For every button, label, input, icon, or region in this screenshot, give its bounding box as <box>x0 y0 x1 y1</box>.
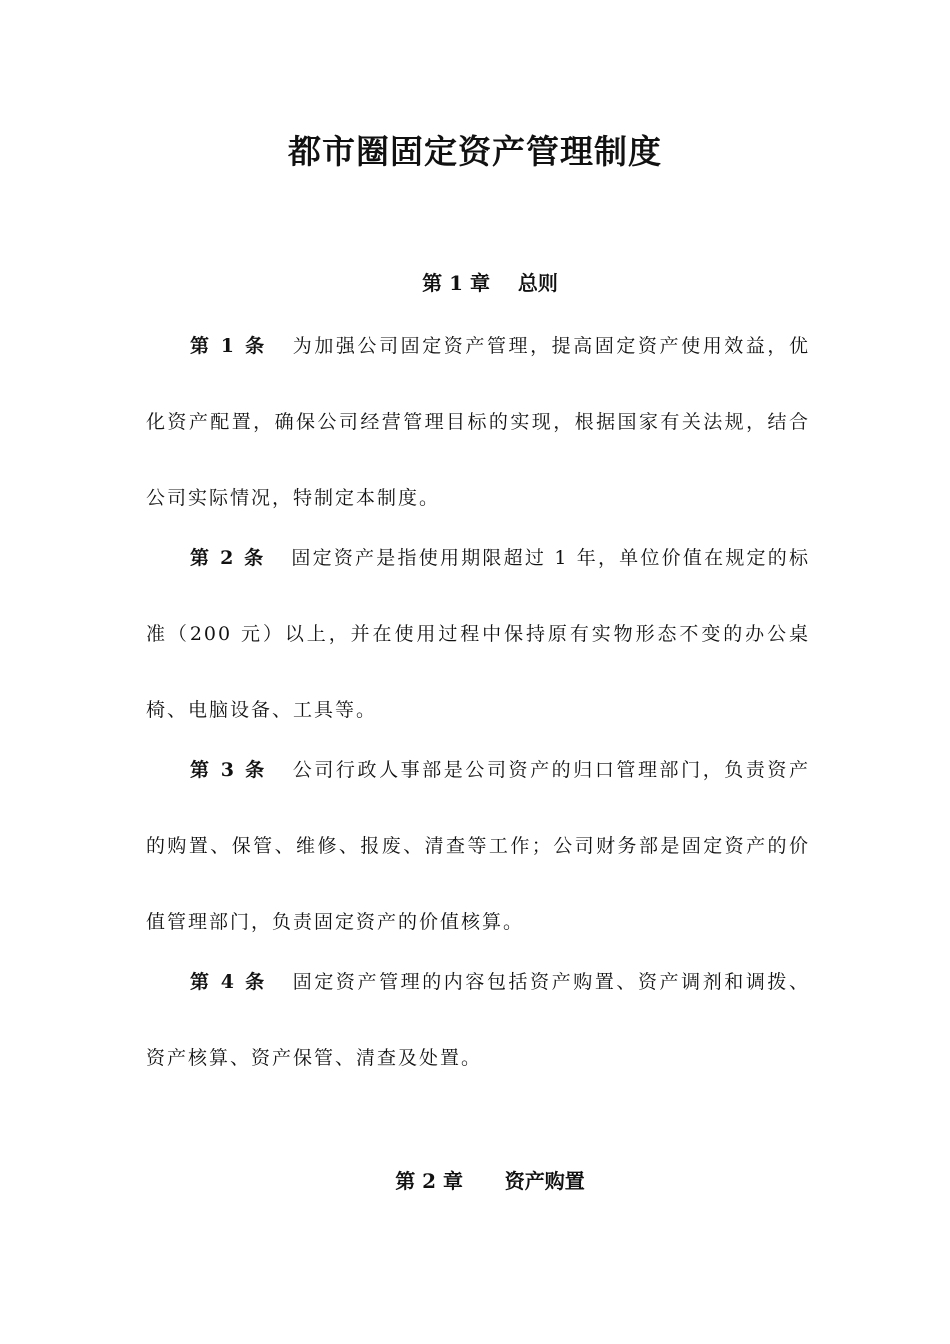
article-1 <box>146 308 810 536</box>
article-4-label: 第 4 条 <box>190 971 267 993</box>
article-4 <box>146 944 810 1096</box>
article-2 <box>146 520 810 748</box>
article-3 <box>146 732 810 960</box>
document-title: 都市圈固定资产管理制度 <box>288 132 662 171</box>
article-2-label: 第 2 条 <box>190 547 266 569</box>
article-3-text: 公司行政人事部是公司资产的归口管理部门，负责资产的购置、保管、维修、报废、清查等工作；公司财务部是固定资产的价值管理部门，负责固定资产的价值核算。 <box>146 759 810 933</box>
article-2-text: 固定资产是指使用期限超过 1 年，单位价值在规定的标准（200 元）以上，并在使用过程中保持原有实物形态不变的办公桌椅、电脑设备、工具等。 <box>146 547 811 721</box>
chapter-2-heading: 第 2 章 资产购置 <box>395 1169 585 1193</box>
article-4-text: 固定资产管理的内容包括资产购置、资产调剂和调拨、资产核算、资产保管、清查及处置。 <box>146 971 810 1069</box>
chapter-1-heading: 第 1 章 总则 <box>422 271 558 295</box>
article-3-label: 第 3 条 <box>190 759 267 781</box>
article-1-label: 第 1 条 <box>190 335 267 357</box>
article-1-text: 为加强公司固定资产管理，提高固定资产使用效益，优化资产配置，确保公司经营管理目标的实现，根据国家有关法规，结合公司实际情况，特制定本制度。 <box>146 335 810 509</box>
